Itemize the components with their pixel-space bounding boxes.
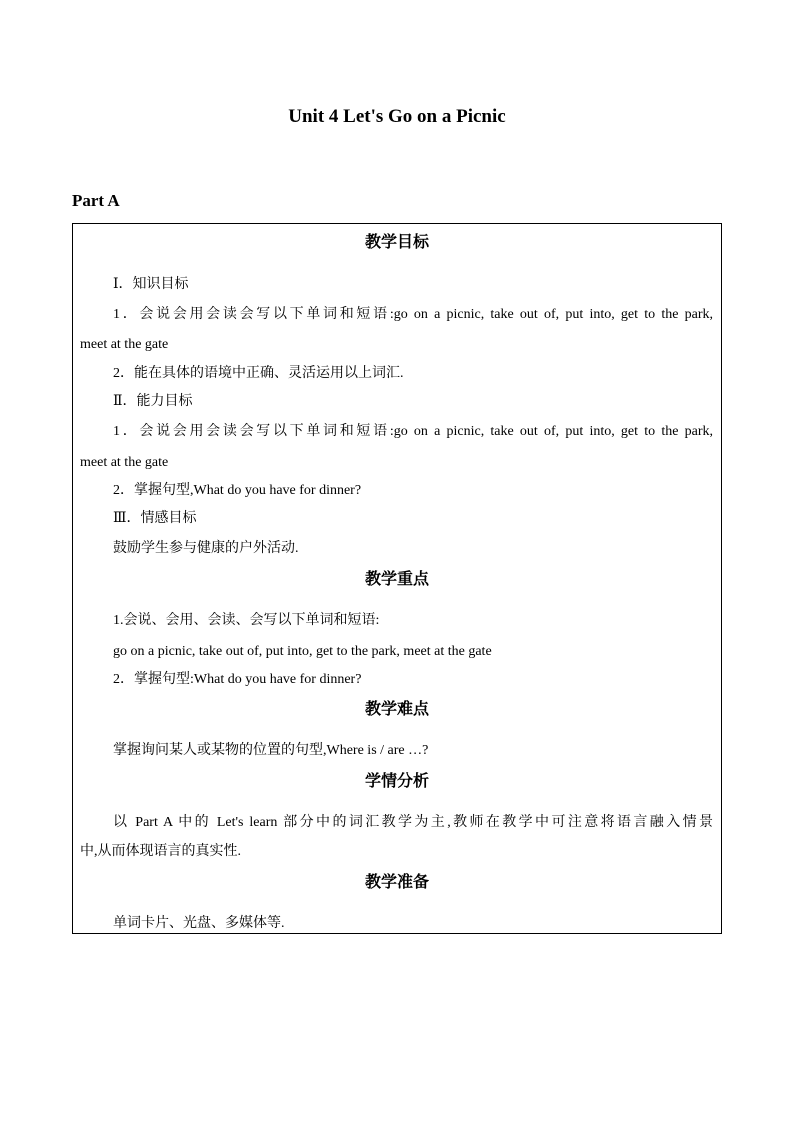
key-point-2: 2．掌握句型:What do you have for dinner? bbox=[113, 672, 362, 687]
knowledge-goals-title: Ⅰ．知识目标 bbox=[113, 277, 189, 292]
knowledge-goal-2: 2．能在具体的语境中正确、灵活运用以上词汇. bbox=[113, 366, 404, 381]
difficulty-1: 掌握询问某人或某物的位置的句型,Where is / are …? bbox=[113, 743, 429, 758]
key-point-1: 1.会说、会用、会读、会写以下单词和短语: bbox=[113, 613, 380, 628]
ability-goal-1b: meet at the gate bbox=[80, 455, 169, 470]
part-label: Part A bbox=[72, 191, 120, 210]
section-heading-key-points: 教学重点 bbox=[364, 571, 429, 588]
section-heading-goals: 教学目标 bbox=[364, 234, 429, 251]
ability-goal-2: 2．掌握句型,What do you have for dinner? bbox=[113, 483, 362, 498]
section-heading-preparation: 教学准备 bbox=[364, 874, 429, 891]
knowledge-goal-1a: 1．会说会用会读会写以下单词和短语:go on a picnic, take out of, put into, get to the park, bbox=[113, 307, 713, 322]
section-heading-analysis: 学情分析 bbox=[364, 773, 429, 790]
preparation-line-1: 单词卡片、光盘、多媒体等. bbox=[113, 916, 285, 931]
section-heading-difficulties: 教学难点 bbox=[364, 701, 429, 718]
emotion-goal-1: 鼓励学生参与健康的户外活动. bbox=[113, 541, 299, 556]
ability-goals-title: Ⅱ．能力目标 bbox=[113, 394, 193, 409]
analysis-line-2: 中,从而体现语言的真实性. bbox=[80, 844, 241, 859]
emotion-goals-title: Ⅲ．情感目标 bbox=[113, 511, 197, 526]
key-point-phrases: go on a picnic, take out of, put into, get to the park, meet at the gate bbox=[113, 644, 492, 659]
document-title: Unit 4 Let's Go on a Picnic bbox=[288, 106, 506, 127]
analysis-line-1: 以 Part A 中的 Let's learn 部分中的词汇教学为主,教师在教学中可注意将语言融入情景 bbox=[113, 815, 713, 830]
knowledge-goal-1b: meet at the gate bbox=[80, 337, 169, 352]
ability-goal-1a: 1．会说会用会读会写以下单词和短语:go on a picnic, take out of, put into, get to the park, bbox=[113, 424, 713, 439]
lesson-plan-table bbox=[72, 223, 722, 934]
